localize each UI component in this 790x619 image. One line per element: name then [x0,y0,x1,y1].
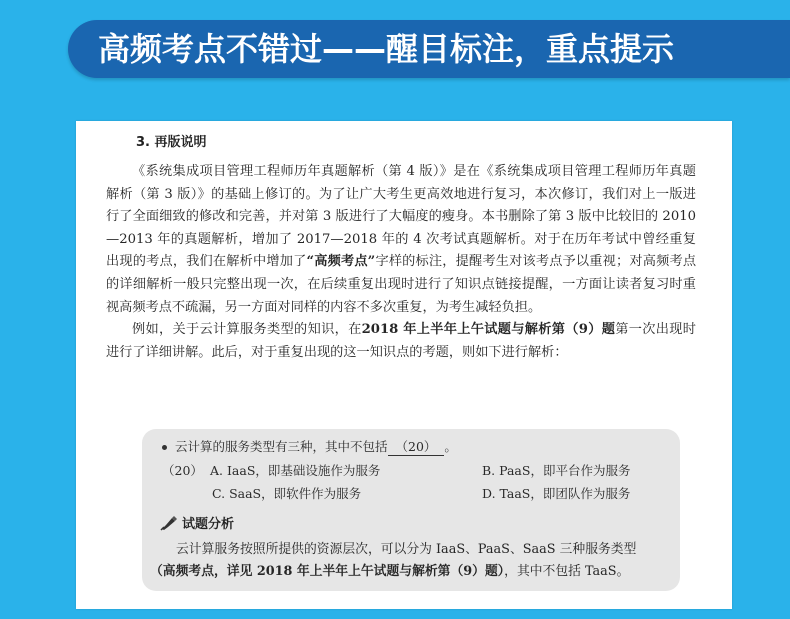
section-heading: 3. 再版说明 [136,135,207,150]
body-text [106,161,696,364]
header-banner [0,0,790,90]
analysis-text [150,539,670,583]
question-blank: （20） [388,437,445,456]
paragraph-1 [106,161,696,319]
pencil-icon [160,515,178,535]
option-d: D. TaaS，即团队作为服务 [482,486,631,501]
question-stem [162,437,457,456]
question-stem-end: 。 [444,439,457,454]
option-c: C. SaaS，即软件作为服务 [212,486,362,501]
option-b: B. PaaS，即平台作为服务 [482,463,631,478]
analysis-line-2 [150,561,670,583]
paragraph-1-text-b: 字样的标注，提醒考生对该考点予以重视；对高频考点的详细解析一般只完整出现一次，在后续重复出现时进行了知识点链接提醒，一方面让读者复习时重视高频考点不疏漏，另一方面对同样的内容不多次重复，为考生减轻负担。 [106,254,697,315]
analysis-emphasis: （高频考点，详见 2018 年上半年上午试题与解析第（9）题） [150,564,505,579]
paragraph-2-text-b: 第一次出现时进行了详细讲解。此后，对于重复出现的这一知识点的考题，则如下进行解析： [106,322,696,360]
banner-title: 高频考点不错过——醒目标注，重点提示 [98,30,675,68]
paragraph-1-text-a: 《系统集成项目管理工程师历年真题解析（第 4 版）》是在《系统集成项目管理工程师历年真题解析（第 3 版）》的基础上修订的。为了让广大考生更高效地进行复习，本次修订，我们对上一版进行了全面细致的修改和完善，并对第 3 版进行了大幅度的瘦身。本书删除了第 3 版中比较旧的 2010—2013 年的真题解析，增加了 2017—2018 年的 4 次考试真题解析。对于在历年考试中曾经重复出现的考点，我们在解析中增加了 [106,164,696,270]
paragraph-2-emphasis: 2018 年上半年上午试题与解析第（9）题 [361,322,616,338]
question-number: （20） [162,463,203,478]
book-page-excerpt [76,121,732,609]
analysis-title-text: 试题分析 [182,517,235,532]
example-question-box [142,429,680,591]
paragraph-1-emphasis: “高频考点” [306,254,376,270]
paragraph-2 [106,319,696,364]
analysis-line-1: 云计算服务按照所提供的资源层次，可以分为 IaaS、PaaS、SaaS 三种服务类型 [176,542,637,557]
paragraph-2-text-a: 例如，关于云计算服务类型的知识，在 [132,322,362,338]
question-stem-text: 云计算的服务类型有三种，其中不包括 [175,439,388,454]
analysis-line-2-text: ，其中不包括 TaaS。 [504,564,630,579]
option-a: A. IaaS，即基础设施作为服务 [210,463,381,478]
bullet-icon [162,445,167,450]
analysis-heading [160,513,234,535]
